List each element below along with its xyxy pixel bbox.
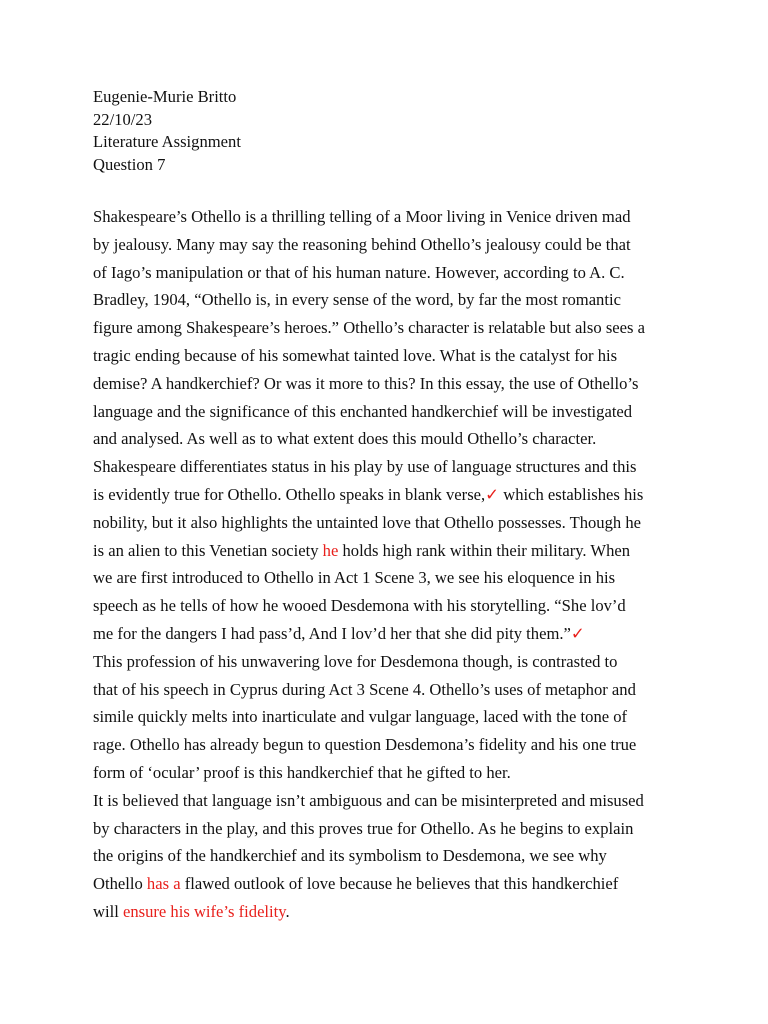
assignment-date: 22/10/23 bbox=[93, 109, 153, 129]
teacher-tick-mark: ✓ bbox=[570, 623, 585, 643]
question-number: Question 7 bbox=[93, 154, 166, 174]
essay-text: holds high rank within their military. When bbox=[338, 540, 631, 560]
essay-text: rage. Othello has already begun to question Desdemona’s fidelity and his one true bbox=[93, 735, 637, 755]
essay-line bbox=[93, 564, 683, 592]
essay-line bbox=[93, 453, 683, 481]
essay-text: Shakespeare’s Othello is a thrilling telling of a Moor living in Venice driven mad bbox=[93, 207, 631, 226]
essay-text: which establishes his bbox=[499, 484, 644, 504]
document-header bbox=[93, 86, 683, 176]
essay-line bbox=[93, 898, 683, 926]
essay-line bbox=[93, 592, 683, 620]
essay-text: by characters in the play, and this proves true for Othello. As he begins to explain bbox=[93, 818, 634, 838]
essay-line bbox=[93, 259, 683, 287]
essay-line bbox=[93, 759, 683, 787]
essay-text: Shakespeare differentiates status in his play by use of language structures and this bbox=[93, 457, 637, 477]
document-page bbox=[93, 86, 683, 926]
essay-line bbox=[93, 203, 683, 231]
essay-text: and analysed. As well as to what extent does this mould Othello’s character. bbox=[93, 429, 597, 449]
essay-line bbox=[93, 648, 683, 676]
essay-text: figure among Shakespeare’s heroes.” Othello’s character is relatable but also sees a bbox=[93, 318, 645, 338]
essay-text: tragic ending because of his somewhat tainted love. What is the catalyst for his bbox=[93, 345, 618, 365]
essay-line bbox=[93, 231, 683, 259]
essay-line bbox=[93, 676, 683, 704]
essay-text: will bbox=[93, 901, 123, 921]
essay-line bbox=[93, 842, 683, 870]
essay-text: is evidently true for Othello. Othello speaks in blank verse, bbox=[93, 484, 486, 504]
essay-text: the origins of the handkerchief and its symbolism to Desdemona, we see why bbox=[93, 846, 607, 866]
essay-text: is an alien to this Venetian society bbox=[93, 540, 323, 560]
essay-text: demise? A handkerchief? Or was it more to this? In this essay, the use of Othello’s bbox=[93, 373, 639, 393]
essay-text: form of ‘ocular’ proof is this handkerchief that he gifted to her. bbox=[93, 762, 511, 782]
teacher-correction: ensure his wife’s fidelity bbox=[122, 901, 286, 921]
essay-line bbox=[93, 425, 683, 453]
teacher-tick-mark: ✓ bbox=[485, 484, 500, 504]
essay-text: nobility, but it also highlights the untainted love that Othello possesses. Though he bbox=[93, 512, 642, 532]
essay-line bbox=[93, 815, 683, 843]
essay-text: speech as he tells of how he wooed Desdemona with his storytelling. “She lov’d bbox=[93, 596, 626, 616]
essay-line bbox=[93, 481, 683, 509]
essay-text: This profession of his unwavering love for Desdemona though, is contrasted to bbox=[93, 651, 618, 671]
essay-line bbox=[93, 787, 683, 815]
essay-line bbox=[93, 870, 683, 898]
essay-text: It is believed that language isn’t ambiguous and can be misinterpreted and misused bbox=[93, 790, 644, 810]
essay-line bbox=[93, 731, 683, 759]
essay-text: we are first introduced to Othello in Act 1 Scene 3, we see his eloquence in his bbox=[93, 568, 616, 588]
essay-text: of Iago’s manipulation or that of his human nature. However, according to A. C. bbox=[93, 262, 625, 282]
essay-line bbox=[93, 370, 683, 398]
essay-text: Othello bbox=[93, 874, 147, 894]
essay-body bbox=[93, 203, 683, 926]
author-name: Eugenie-Murie Britto bbox=[93, 87, 237, 106]
essay-line bbox=[93, 537, 683, 565]
teacher-correction: has a bbox=[146, 874, 181, 894]
essay-text: Bradley, 1904, “Othello is, in every sense of the word, by far the most romantic bbox=[93, 290, 621, 310]
essay-text: language and the significance of this enchanted handkerchief will be investigated bbox=[93, 401, 633, 421]
essay-line bbox=[93, 398, 683, 426]
essay-line bbox=[93, 342, 683, 370]
essay-text: flawed outlook of love because he believes that this handkerchief bbox=[180, 874, 619, 894]
essay-text: simile quickly melts into inarticulate and vulgar language, laced with the tone of bbox=[93, 707, 628, 727]
teacher-correction: he bbox=[322, 540, 339, 560]
essay-text: by jealousy. Many may say the reasoning behind Othello’s jealousy could be that bbox=[93, 234, 631, 254]
essay-text: me for the dangers I had pass’d, And I lov’d her that she did pity them.” bbox=[93, 623, 571, 643]
essay-line bbox=[93, 620, 683, 648]
essay-line bbox=[93, 314, 683, 342]
essay-line bbox=[93, 703, 683, 731]
essay-line bbox=[93, 509, 683, 537]
essay-line bbox=[93, 286, 683, 314]
essay-text: that of his speech in Cyprus during Act 3 Scene 4. Othello’s uses of metaphor and bbox=[93, 679, 636, 699]
essay-text: . bbox=[285, 901, 290, 921]
assignment-title: Literature Assignment bbox=[93, 132, 241, 151]
